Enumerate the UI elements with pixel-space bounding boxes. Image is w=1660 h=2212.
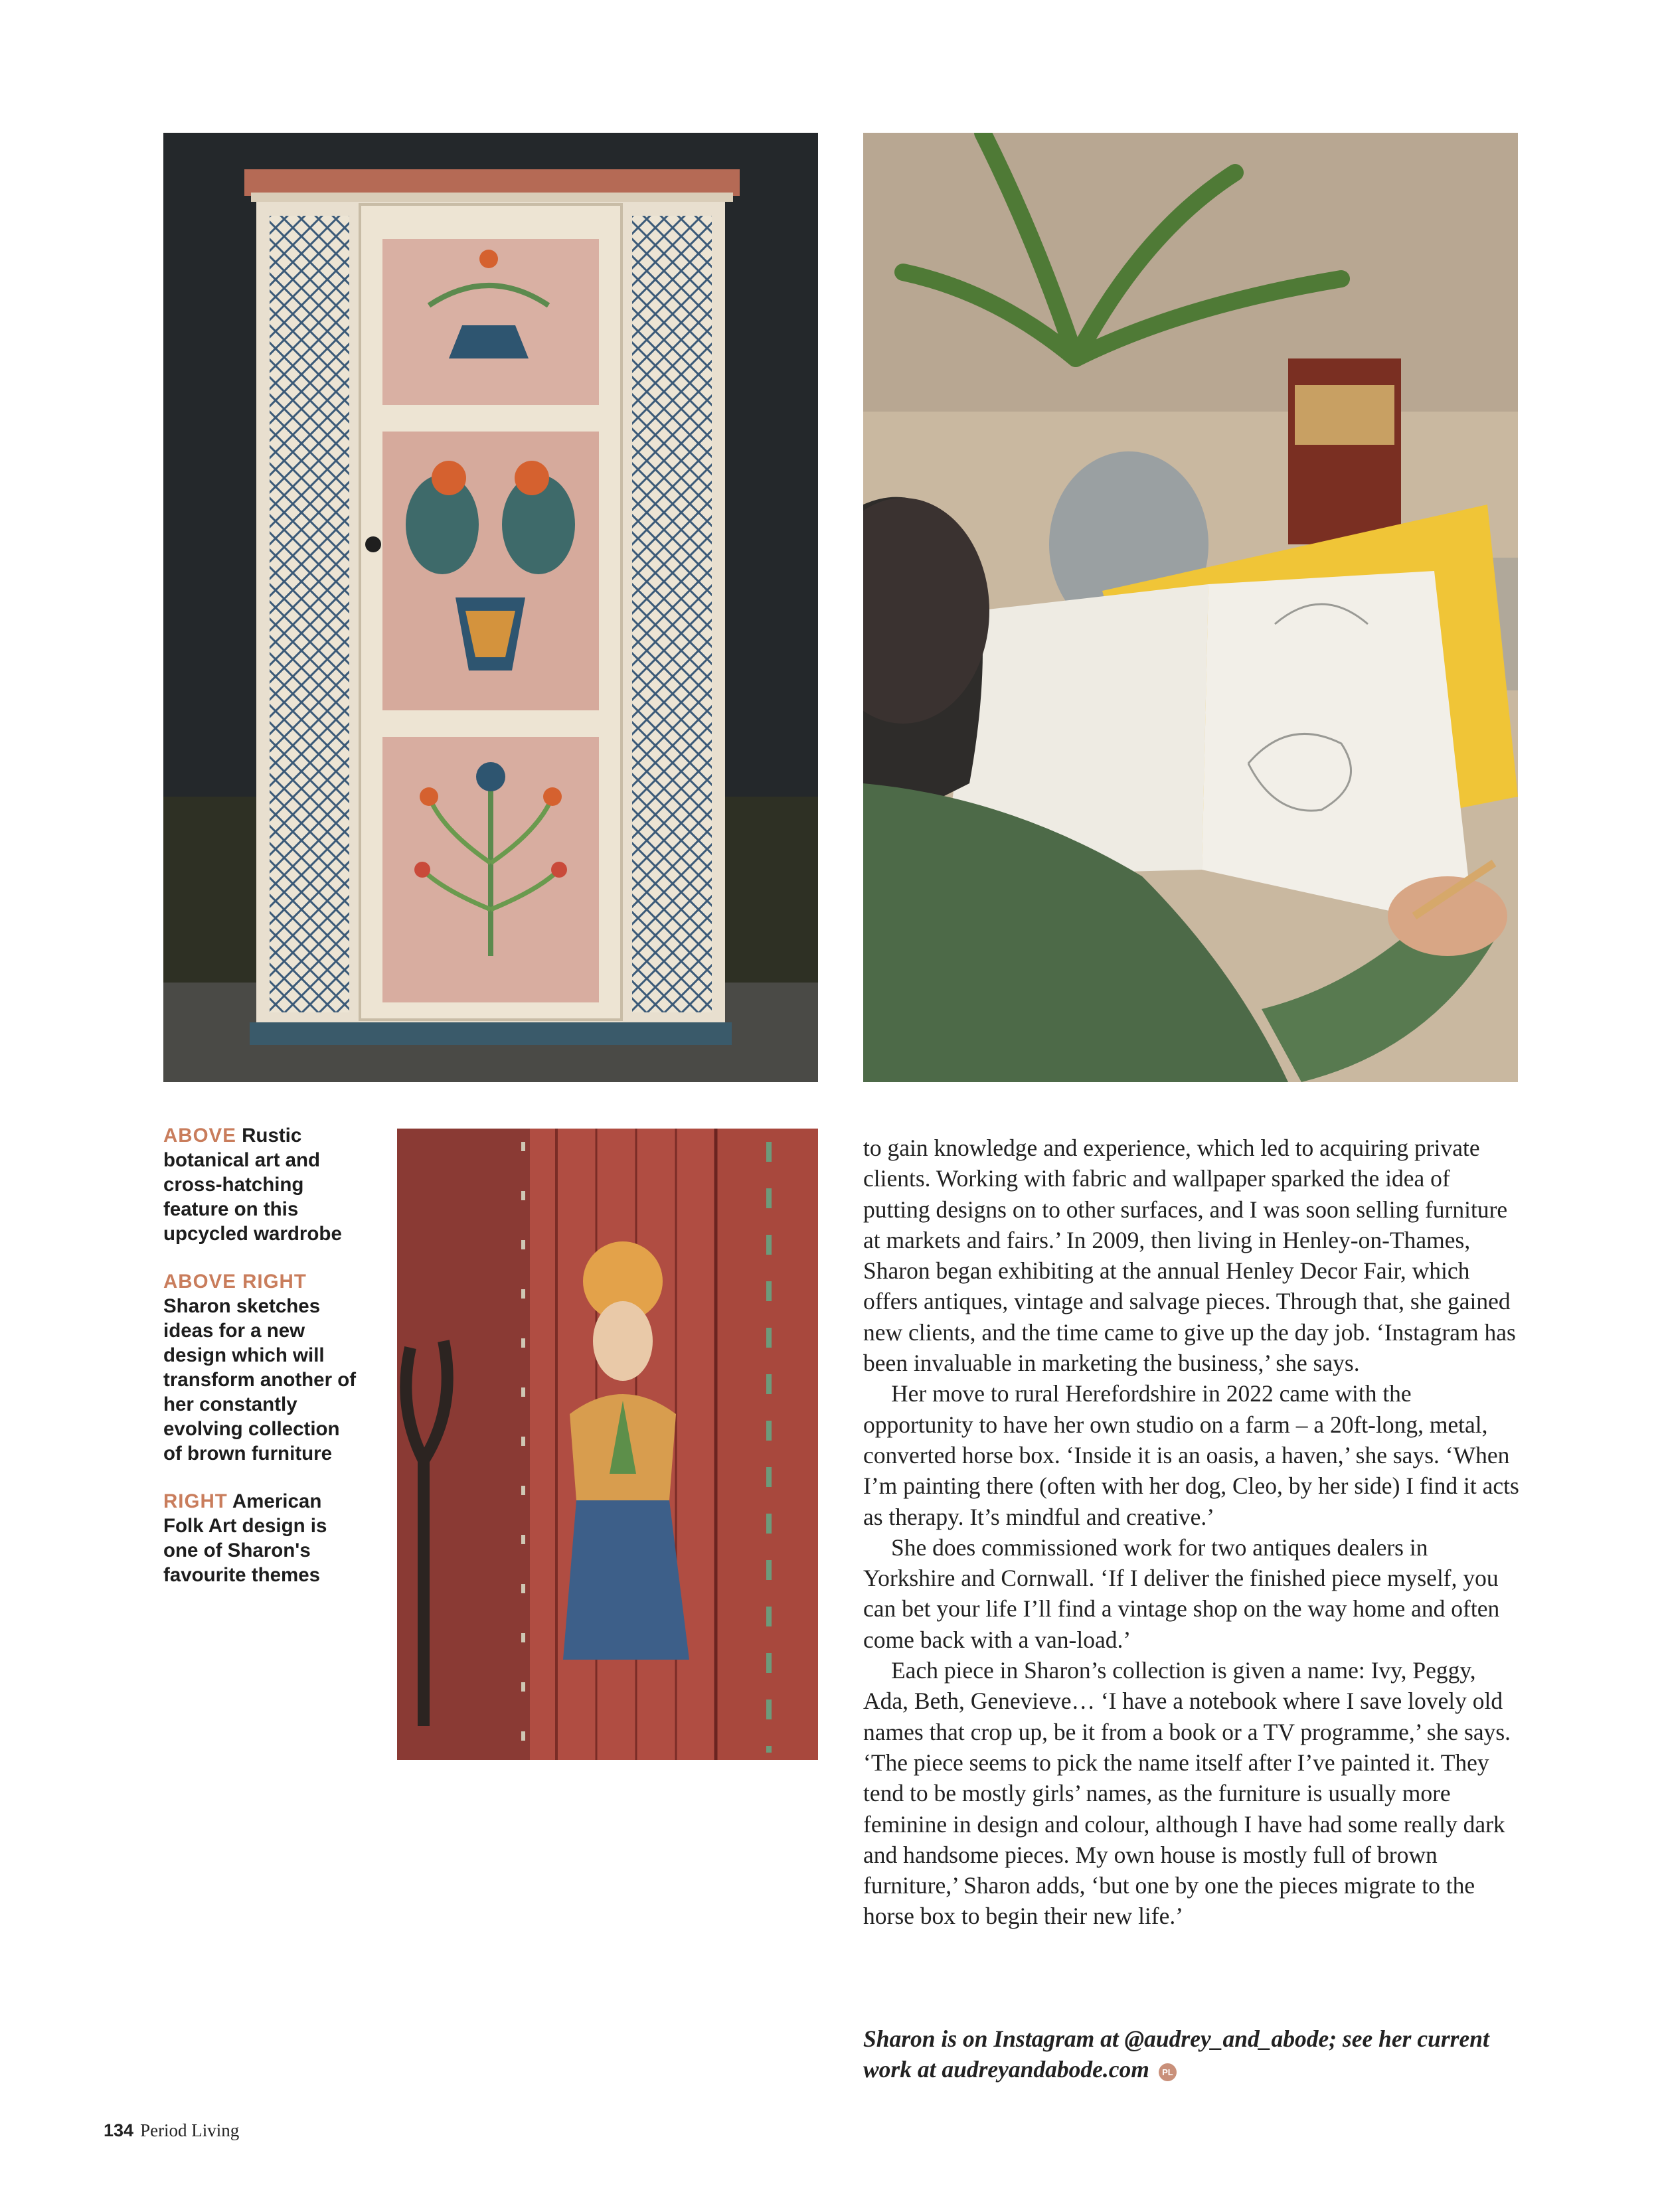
page-footer <box>104 2120 239 2141</box>
article-body <box>863 1133 1521 1932</box>
sketching-photo <box>863 133 1518 1082</box>
folk-art-panel-photo <box>397 1129 818 1760</box>
magazine-name: Period Living <box>140 2120 240 2140</box>
caption-above <box>163 1123 363 1246</box>
caption-text: American Folk Art design is one of Sharon's favourite themes <box>163 1490 327 1586</box>
article-signoff <box>863 2023 1521 2085</box>
photo-captions <box>163 1123 363 1611</box>
caption-right <box>163 1489 363 1587</box>
wardrobe-photo <box>163 133 818 1082</box>
end-mark-icon: PL <box>1159 2063 1177 2081</box>
body-paragraph: Each piece in Sharon’s collection is given a name: Ivy, Peggy, Ada, Beth, Genevieve… ‘I have a notebook where I save lovely old names that crop up, be it from a book or a TV programme,’ she says. ‘The piece seems to pick the name itself after I’ve painted it. They tend to be mostly girls’ names, as the furniture is usually more feminine in design and colour, although I have had some really dark and handsome pieces. My own house is mostly full of brown furniture,’ Sharon adds, ‘but one by one the pieces migrate to the horse box to begin their new life.’ <box>863 1657 1511 1930</box>
caption-text: Rustic botanical art and cross-hatching feature on this upcycled wardrobe <box>163 1125 342 1245</box>
body-paragraph: to gain knowledge and experience, which led to acquiring private clients. Working with fabric and wallpaper sparked the idea of putting designs on to other surfaces, and I was soon selling furniture at markets and fairs.’ In 2009, then living in Henley-on-Thames, Sharon began exhibiting at the annual Henley Decor Fair, which offers antiques, vintage and salvage pieces. Through that, she gained new clients, and the time came to give up the day job. ‘Instagram has been invaluable in marketing the business,’ she says. <box>863 1135 1516 1377</box>
page-number: 134 <box>104 2120 134 2140</box>
caption-label: RIGHT <box>163 1490 228 1512</box>
caption-label: ABOVE <box>163 1125 236 1146</box>
body-paragraph: She does commissioned work for two antiques dealers in Yorkshire and Cornwall. ‘If I deliver the finished piece myself, you can bet your life I’ll find a vintage shop on the way home and often come back with a van-load.’ <box>863 1534 1500 1653</box>
caption-above-right <box>163 1269 363 1466</box>
body-paragraph: Her move to rural Herefordshire in 2022 came with the opportunity to have her own studio on a farm – a 20ft-long, metal, converted horse box. ‘Inside it is an oasis, a haven,’ she says. ‘When I’m painting there (often with her dog, Cleo, by her side) I find it acts as therapy. It’s mindful and creative.’ <box>863 1380 1519 1530</box>
signoff-text: Sharon is on Instagram at @audrey_and_abode; see her current work at audreyandabode.com <box>863 2025 1489 2083</box>
caption-text: Sharon sketches ideas for a new design which will transform another of her constantly evolving collection of brown furniture <box>163 1295 357 1464</box>
caption-label: ABOVE RIGHT <box>163 1271 307 1293</box>
